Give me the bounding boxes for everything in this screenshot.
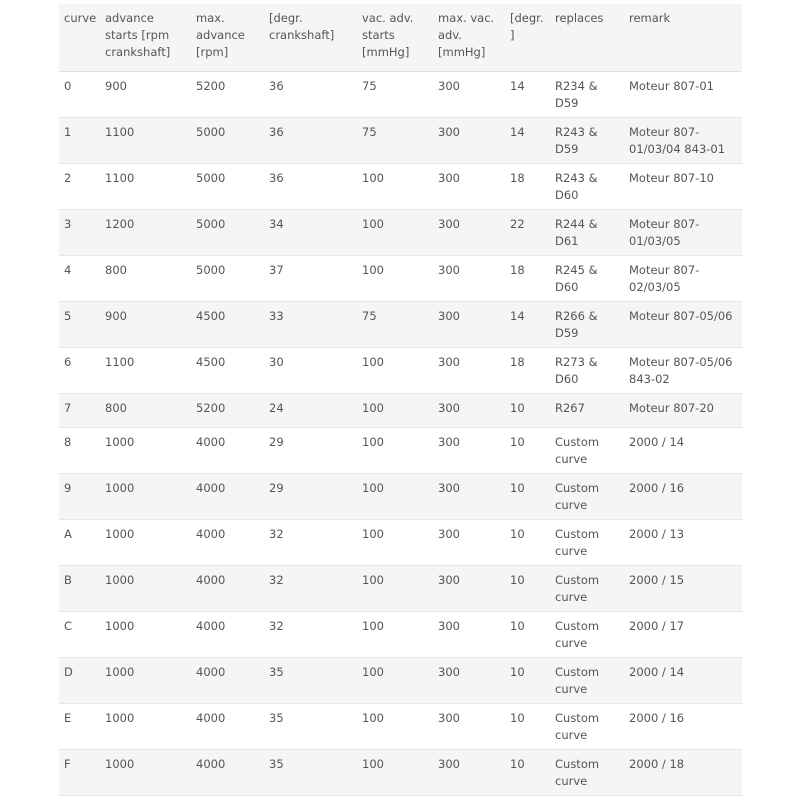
cell-max-vac-adv: 300 [433,347,505,393]
cell-advance-starts: 1000 [100,611,191,657]
cell-vac-adv-starts: 100 [357,163,433,209]
ignition-curve-table [59,4,742,796]
table-row [59,393,742,427]
cell-curve: A [59,519,100,565]
cell-degr-crankshaft: 36 [264,117,357,163]
cell-degr-crankshaft: 36 [264,163,357,209]
cell-degr-crankshaft: 24 [264,393,357,427]
cell-curve: B [59,565,100,611]
cell-remark: 2000 / 14 [624,657,742,703]
cell-remark: Moteur 807-10 [624,163,742,209]
cell-vac-adv-starts: 100 [357,347,433,393]
cell-remark: 2000 / 13 [624,519,742,565]
cell-degr-crankshaft: 35 [264,703,357,749]
cell-curve: 1 [59,117,100,163]
table-row [59,427,742,473]
cell-remark: 2000 / 18 [624,749,742,795]
table-row [59,301,742,347]
cell-advance-starts: 800 [100,393,191,427]
cell-replaces: Custom curve [550,749,624,795]
cell-advance-starts: 1000 [100,519,191,565]
cell-max-vac-adv: 300 [433,749,505,795]
cell-advance-starts: 800 [100,255,191,301]
cell-max-vac-adv: 300 [433,255,505,301]
table-row [59,657,742,703]
cell-replaces: R245 & D60 [550,255,624,301]
cell-curve: 5 [59,301,100,347]
cell-curve: C [59,611,100,657]
header-row [59,4,742,71]
header-advance-starts: advance starts [rpm crankshaft] [100,4,191,71]
cell-vac-adv-starts: 100 [357,255,433,301]
cell-max-advance: 4000 [191,427,264,473]
cell-replaces: Custom curve [550,611,624,657]
cell-degr: 10 [505,565,550,611]
cell-degr: 10 [505,611,550,657]
cell-advance-starts: 1100 [100,117,191,163]
cell-curve: 3 [59,209,100,255]
cell-max-advance: 5000 [191,255,264,301]
cell-max-advance: 5000 [191,163,264,209]
cell-degr: 10 [505,427,550,473]
cell-degr-crankshaft: 32 [264,519,357,565]
cell-vac-adv-starts: 100 [357,519,433,565]
cell-degr: 10 [505,473,550,519]
cell-max-vac-adv: 300 [433,703,505,749]
cell-max-advance: 4500 [191,347,264,393]
cell-replaces: R267 [550,393,624,427]
cell-max-advance: 4000 [191,565,264,611]
cell-advance-starts: 1000 [100,473,191,519]
cell-degr-crankshaft: 32 [264,565,357,611]
cell-curve: 6 [59,347,100,393]
cell-remark: 2000 / 16 [624,703,742,749]
cell-curve: D [59,657,100,703]
header-vac-adv-starts: vac. adv. starts [mmHg] [357,4,433,71]
cell-max-advance: 4000 [191,657,264,703]
cell-degr: 18 [505,255,550,301]
table-row [59,749,742,795]
cell-vac-adv-starts: 100 [357,657,433,703]
cell-curve: 4 [59,255,100,301]
cell-replaces: R234 & D59 [550,71,624,117]
table-row [59,703,742,749]
table-row [59,519,742,565]
cell-max-vac-adv: 300 [433,209,505,255]
cell-vac-adv-starts: 100 [357,749,433,795]
cell-replaces: R266 & D59 [550,301,624,347]
table-row [59,163,742,209]
cell-degr-crankshaft: 37 [264,255,357,301]
cell-advance-starts: 900 [100,301,191,347]
cell-remark: Moteur 807-01/03/04 843-01 [624,117,742,163]
cell-curve: 0 [59,71,100,117]
cell-advance-starts: 900 [100,71,191,117]
table-row [59,565,742,611]
cell-vac-adv-starts: 75 [357,117,433,163]
cell-max-advance: 4000 [191,703,264,749]
cell-advance-starts: 1000 [100,749,191,795]
cell-degr: 14 [505,301,550,347]
cell-max-vac-adv: 300 [433,117,505,163]
curve-table-container [59,4,742,796]
cell-vac-adv-starts: 100 [357,565,433,611]
cell-max-vac-adv: 300 [433,427,505,473]
cell-replaces: Custom curve [550,565,624,611]
cell-max-vac-adv: 300 [433,301,505,347]
cell-max-vac-adv: 300 [433,657,505,703]
cell-remark: Moteur 807-02/03/05 [624,255,742,301]
cell-vac-adv-starts: 100 [357,703,433,749]
table-row [59,117,742,163]
cell-curve: E [59,703,100,749]
cell-degr: 18 [505,163,550,209]
header-remark: remark [624,4,742,71]
cell-degr-crankshaft: 30 [264,347,357,393]
cell-remark: 2000 / 16 [624,473,742,519]
cell-remark: Moteur 807-05/06 [624,301,742,347]
cell-degr-crankshaft: 29 [264,473,357,519]
cell-max-vac-adv: 300 [433,71,505,117]
cell-degr: 10 [505,703,550,749]
cell-max-advance: 4000 [191,473,264,519]
cell-degr: 22 [505,209,550,255]
cell-max-advance: 5200 [191,393,264,427]
cell-vac-adv-starts: 100 [357,427,433,473]
cell-vac-adv-starts: 75 [357,301,433,347]
cell-degr-crankshaft: 35 [264,657,357,703]
cell-vac-adv-starts: 100 [357,611,433,657]
cell-replaces: Custom curve [550,473,624,519]
cell-curve: 7 [59,393,100,427]
cell-curve: 8 [59,427,100,473]
cell-curve: 9 [59,473,100,519]
cell-degr: 10 [505,393,550,427]
table-body [59,71,742,795]
cell-degr: 18 [505,347,550,393]
cell-remark: Moteur 807-05/06 843-02 [624,347,742,393]
cell-curve: F [59,749,100,795]
cell-remark: Moteur 807-20 [624,393,742,427]
cell-curve: 2 [59,163,100,209]
cell-degr: 10 [505,657,550,703]
cell-replaces: R243 & D59 [550,117,624,163]
cell-max-advance: 4500 [191,301,264,347]
cell-replaces: Custom curve [550,703,624,749]
table-row [59,255,742,301]
cell-degr-crankshaft: 29 [264,427,357,473]
cell-vac-adv-starts: 75 [357,71,433,117]
table-row [59,473,742,519]
table-row [59,71,742,117]
cell-advance-starts: 1100 [100,347,191,393]
cell-max-vac-adv: 300 [433,565,505,611]
header-curve: curve [59,4,100,71]
table-row [59,611,742,657]
cell-max-advance: 5000 [191,209,264,255]
cell-advance-starts: 1200 [100,209,191,255]
cell-max-vac-adv: 300 [433,473,505,519]
table-row [59,209,742,255]
cell-max-vac-adv: 300 [433,611,505,657]
cell-max-advance: 4000 [191,519,264,565]
cell-advance-starts: 1000 [100,703,191,749]
cell-remark: 2000 / 14 [624,427,742,473]
cell-degr-crankshaft: 34 [264,209,357,255]
cell-degr-crankshaft: 33 [264,301,357,347]
cell-max-vac-adv: 300 [433,163,505,209]
cell-replaces: Custom curve [550,519,624,565]
cell-remark: Moteur 807-01/03/05 [624,209,742,255]
cell-remark: 2000 / 15 [624,565,742,611]
cell-remark: 2000 / 17 [624,611,742,657]
cell-advance-starts: 1100 [100,163,191,209]
cell-replaces: R243 & D60 [550,163,624,209]
cell-degr-crankshaft: 36 [264,71,357,117]
cell-remark: Moteur 807-01 [624,71,742,117]
cell-vac-adv-starts: 100 [357,393,433,427]
cell-vac-adv-starts: 100 [357,473,433,519]
header-max-vac-adv: max. vac. adv. [mmHg] [433,4,505,71]
header-max-advance: max. advance [rpm] [191,4,264,71]
header-degr: [degr.] [505,4,550,71]
cell-degr: 14 [505,117,550,163]
cell-max-vac-adv: 300 [433,519,505,565]
cell-advance-starts: 1000 [100,565,191,611]
cell-degr-crankshaft: 32 [264,611,357,657]
cell-degr: 14 [505,71,550,117]
table-header [59,4,742,71]
cell-replaces: Custom curve [550,427,624,473]
cell-max-vac-adv: 300 [433,393,505,427]
cell-advance-starts: 1000 [100,427,191,473]
header-replaces: replaces [550,4,624,71]
cell-max-advance: 5200 [191,71,264,117]
header-degr-crankshaft: [degr. crankshaft] [264,4,357,71]
cell-max-advance: 4000 [191,611,264,657]
cell-replaces: R244 & D61 [550,209,624,255]
cell-max-advance: 5000 [191,117,264,163]
cell-degr-crankshaft: 35 [264,749,357,795]
cell-degr: 10 [505,749,550,795]
cell-max-advance: 4000 [191,749,264,795]
cell-advance-starts: 1000 [100,657,191,703]
cell-replaces: R273 & D60 [550,347,624,393]
cell-vac-adv-starts: 100 [357,209,433,255]
cell-degr: 10 [505,519,550,565]
cell-replaces: Custom curve [550,657,624,703]
table-row [59,347,742,393]
